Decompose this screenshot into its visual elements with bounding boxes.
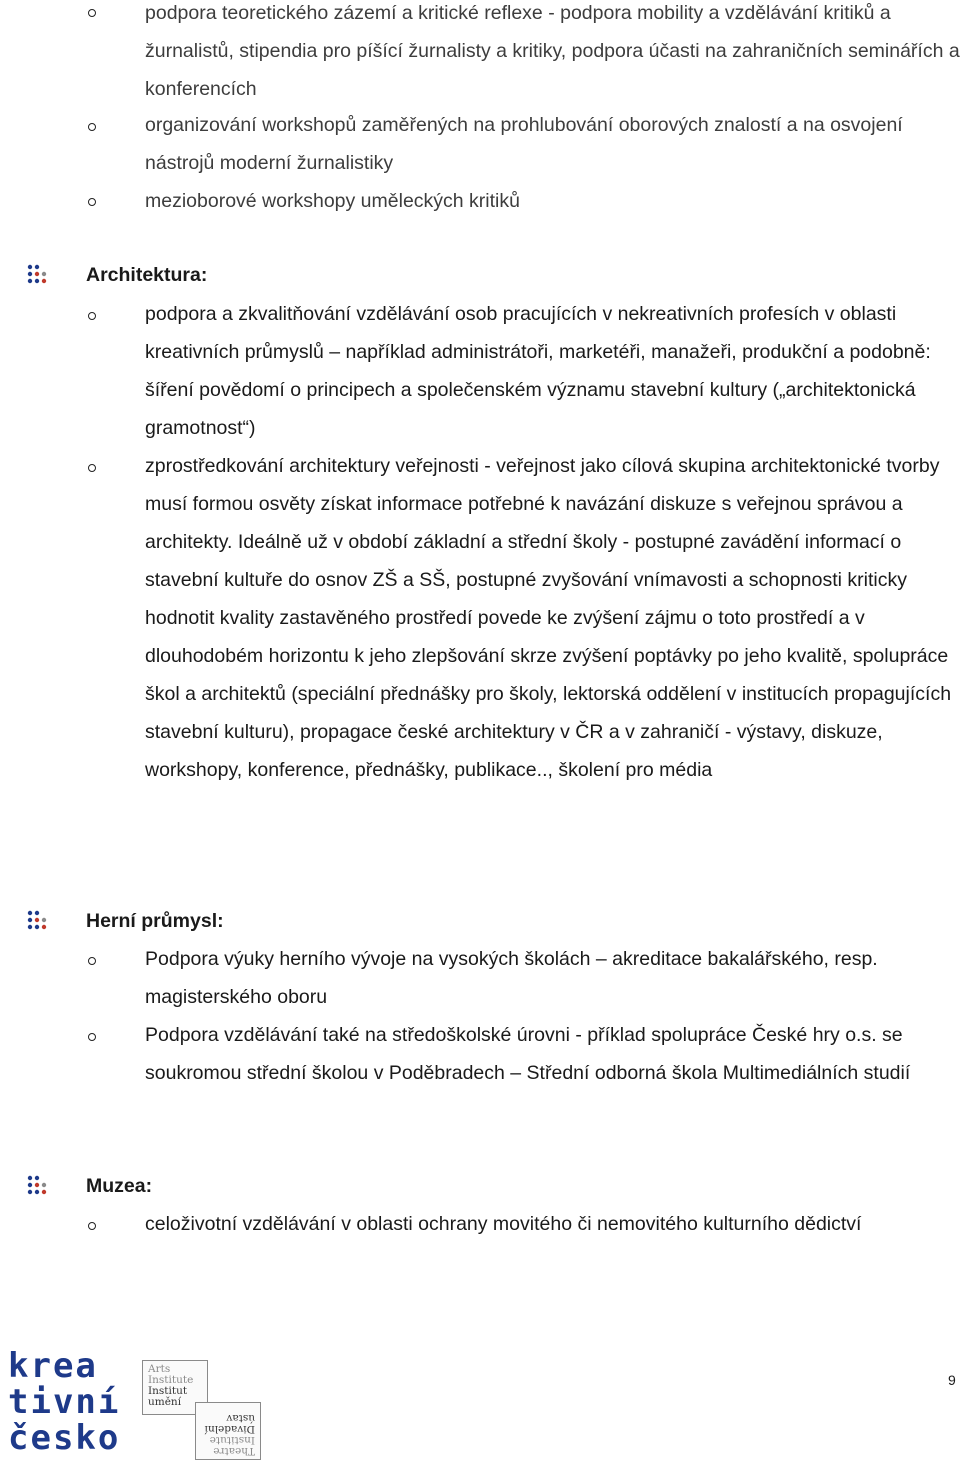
page-number: 9 bbox=[948, 1372, 956, 1388]
section-heading-herni-prumysl: Herní průmysl: bbox=[86, 910, 224, 932]
list-item: mezioborové workshopy uměleckých kritiků bbox=[145, 190, 520, 212]
section-dots-icon bbox=[27, 1175, 47, 1195]
list-item: Podpora výuky herního vývoje na vysokých školách – akreditace bakalářského, resp. magisterského oboru bbox=[145, 948, 878, 1008]
section-dots-icon bbox=[27, 264, 47, 284]
section-dots-icon bbox=[27, 910, 47, 930]
list-item: organizování workshopů zaměřených na prohlubování oborových znalostí a na osvojení nástrojů moderní žurnalistiky bbox=[145, 114, 903, 174]
arts-institute-logo: Arts Institute Institut umění bbox=[142, 1360, 208, 1415]
section-heading-architektura: Architektura: bbox=[86, 264, 208, 286]
list-bullet-icon bbox=[88, 1222, 96, 1230]
list-bullet-icon bbox=[88, 1033, 96, 1041]
section-heading-muzea: Muzea: bbox=[86, 1175, 153, 1197]
list-item: celoživotní vzdělávání v oblasti ochrany movitého či nemovitého kulturního dědictví bbox=[145, 1213, 862, 1235]
theatre-institute-logo: Theatre Institute Divadelní ústav bbox=[195, 1402, 261, 1460]
list-item: Podpora vzdělávání také na středoškolské úrovni - příklad spolupráce České hry o.s. se soukromou střední školou v Poděbradech – Střední odborná škola Multimediálních studií bbox=[145, 1024, 911, 1084]
kreativni-cesko-logo: krea tivní česko bbox=[8, 1346, 121, 1458]
list-item: podpora teoretického zázemí a kritické reflexe - podpora mobility a vzdělávání kritiků a žurnalistů, stipendia pro píšící žurnalisty a kritiky, podpora účasti na zahraničních seminářích a konferencích bbox=[145, 2, 960, 100]
list-item: zprostředkování architektury veřejnosti - veřejnost jako cílová skupina architektonické tvorby musí formou osvěty získat informace potřebné k navázání diskuze s veřejnou správou a architekty. Ideálně už v období základní a střední školy - postupné zavádění informací o stavební kultuře do osnov ZŠ a SŠ, postupné zvyšování vnímavosti a schopnosti kriticky hodnotit kvality zastavěného prostředí povede ke zvýšení zájmu o toto prostředí a v dlouhodobém horizontu k jeho zlepšování skrze zvýšení poptávky po jeho kvalitě, spolupráce škol a architektů (speciální přednášky pro školy, lektorská oddělení v institucích propagujících stavební kulturu), propagace české architektury v ČR a v zahraničí - výstavy, diskuze, workshopy, konference, přednášky, publikace.., školení pro média bbox=[145, 455, 952, 781]
list-bullet-icon bbox=[88, 312, 96, 320]
list-bullet-icon bbox=[88, 464, 96, 472]
list-bullet-icon bbox=[88, 9, 96, 17]
list-item: podpora a zkvalitňování vzdělávání osob pracujících v nekreativních profesích v oblasti kreativních průmyslů – například administrátoři, marketéři, manažeři, produkční a podobně: šíření povědomí o principech a společenském významu stavební kultury („architektonická gramotnost“) bbox=[145, 303, 931, 439]
list-bullet-icon bbox=[88, 123, 96, 131]
list-bullet-icon bbox=[88, 957, 96, 965]
list-bullet-icon bbox=[88, 198, 96, 206]
